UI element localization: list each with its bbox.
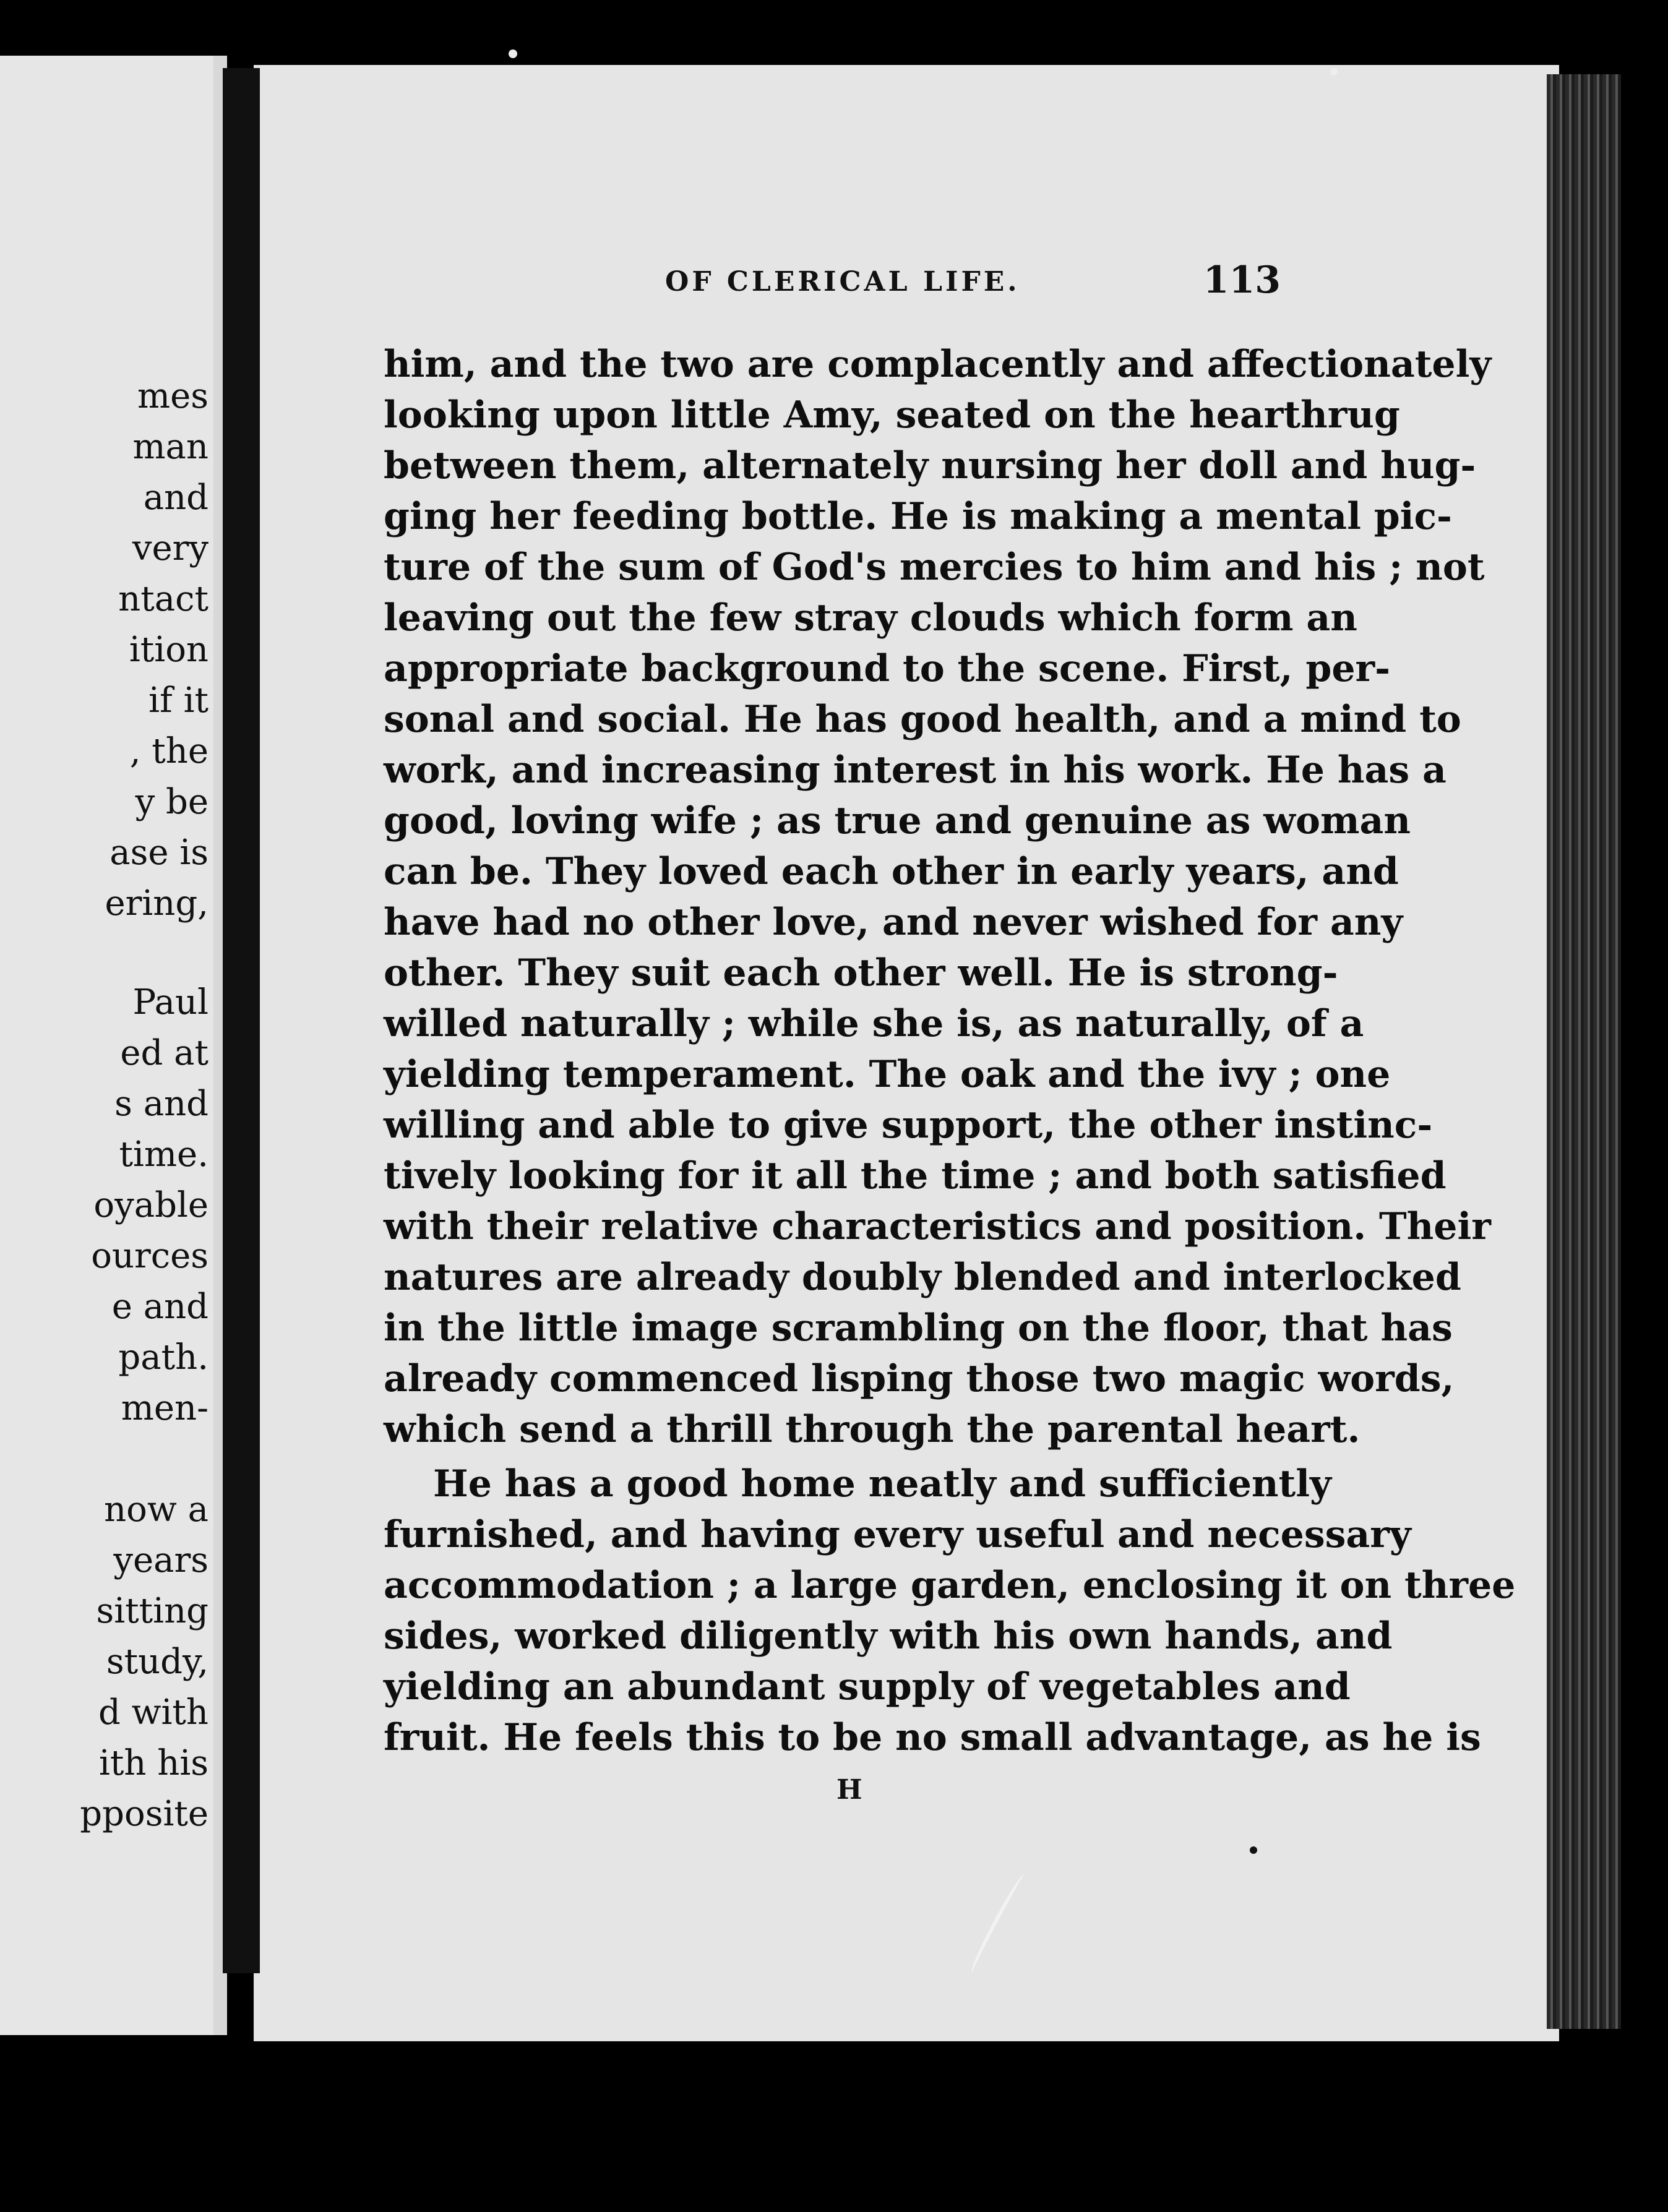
left-line: very [132,528,208,568]
text-line: fruit. He feels this to be no small advantage, as he is [384,1716,1481,1759]
left-line: s and [114,1084,208,1124]
scan-speck [1250,1846,1257,1854]
left-line: ition [129,630,208,670]
left-line: sitting [96,1591,208,1631]
left-line: y be [135,782,208,822]
text-line: willing and able to give support, the other instinc- [384,1104,1433,1147]
left-line: Paul [132,982,208,1022]
text-line: willed naturally ; while she is, as naturally, of a [384,1002,1364,1045]
page-number: 113 [1203,259,1281,302]
left-line: pposite [80,1794,208,1834]
left-line: study, [106,1642,208,1682]
text-line: He has a good home neatly and sufficiently [433,1462,1331,1506]
text-line: him, and the two are complacently and affectionately [384,343,1492,386]
left-line: ith his [99,1743,208,1783]
scan-speck [1330,68,1338,75]
text-line: looking upon little Amy, seated on the hearthrug [384,393,1400,437]
left-line: man [132,427,208,467]
text-line: with their relative characteristics and position. Their [384,1205,1491,1248]
left-line: , the [129,731,208,771]
left-line: ering, [105,883,208,924]
text-line: leaving out the few stray clouds which form an [384,596,1357,640]
text-line: natures are already doubly blended and interlocked [384,1256,1461,1299]
text-line: yielding an abundant supply of vegetables and [384,1665,1351,1708]
left-line: if it [148,680,208,721]
left-line: d with [98,1692,208,1733]
text-line: which send a thrill through the parental heart. [384,1408,1361,1451]
text-line: tively looking for it all the time ; and both satisfied [384,1154,1447,1198]
scan-speck [509,49,517,58]
left-line: ntact [118,579,208,619]
text-line: work, and increasing interest in his work. He has a [384,748,1447,792]
text-line: can be. They loved each other in early years, and [384,850,1399,893]
left-facing-page [0,56,213,2035]
text-line: already commenced lisping those two magic words, [384,1357,1455,1400]
gutter-shadow [223,68,260,1973]
left-line: time. [119,1134,208,1175]
left-line: ources [91,1236,208,1276]
text-line: good, loving wife ; as true and genuine as woman [384,799,1411,842]
left-line: ed at [120,1033,208,1073]
left-line: years [113,1540,208,1580]
text-line: have had no other love, and never wished for any [384,901,1403,944]
left-line: men- [121,1388,208,1428]
running-head: OF CLERICAL LIFE. [665,266,1020,298]
text-line: furnished, and having every useful and necessary [384,1513,1411,1556]
text-line: ging her feeding bottle. He is making a mental pic- [384,495,1452,538]
text-line: sonal and social. He has good health, and a mind to [384,698,1461,741]
left-line: path. [118,1337,208,1378]
left-line: mes [137,376,208,416]
signature-mark: H [836,1774,862,1806]
left-line: and [143,478,208,518]
text-line: appropriate background to the scene. First, per- [384,647,1391,690]
text-line: sides, worked diligently with his own hands, and [384,1614,1393,1658]
text-line: between them, alternately nursing her doll and hug- [384,444,1476,487]
body-text [384,339,1516,1763]
page-block-edges [1547,74,1621,2029]
left-line: now a [104,1490,208,1530]
left-line: oyable [93,1185,208,1225]
text-line: in the little image scrambling on the floor, that has [384,1306,1453,1350]
text-line: accommodation ; a large garden, enclosing it on three [384,1564,1516,1607]
text-line: yielding temperament. The oak and the ivy ; one [384,1053,1391,1096]
text-line: ture of the sum of God's mercies to him and his ; not [384,546,1485,589]
text-line: other. They suit each other well. He is strong- [384,951,1338,995]
page-header [665,259,1281,315]
left-line: e and [111,1287,208,1327]
left-line: ase is [110,833,208,873]
